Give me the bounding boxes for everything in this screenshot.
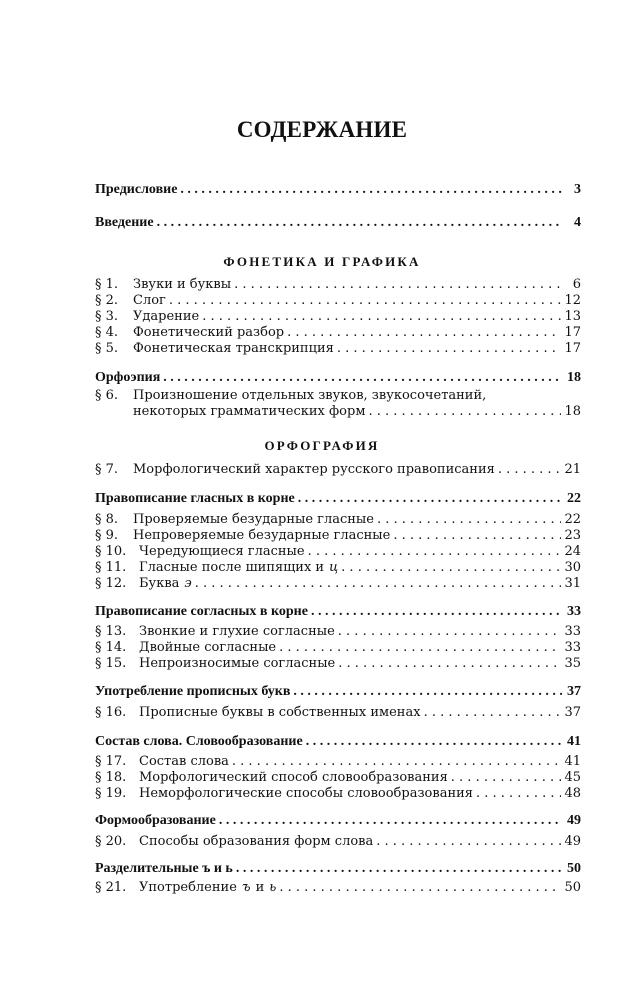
toc-entry-capitals[interactable] bbox=[95, 684, 581, 700]
toc-entry-page: 50 bbox=[567, 861, 581, 876]
toc-entry[interactable] bbox=[95, 624, 581, 640]
toc-entry-label: Чередующиеся гласные bbox=[139, 544, 305, 559]
dot-leader bbox=[368, 404, 561, 420]
paragraph-number: § 10. bbox=[95, 544, 127, 559]
toc-entry-label: Правописание гласных в корне bbox=[95, 491, 295, 506]
toc-entry-intro[interactable] bbox=[95, 215, 581, 231]
toc-entry-page: 49 bbox=[564, 834, 581, 849]
toc-entry-label: Правописание согласных в корне bbox=[95, 604, 308, 619]
toc-entry[interactable] bbox=[95, 528, 581, 544]
paragraph-number: § 13. bbox=[95, 624, 127, 639]
toc-entry-page: 3 bbox=[574, 182, 581, 197]
dot-leader bbox=[232, 754, 562, 770]
paragraph-number: § 3. bbox=[95, 309, 119, 324]
dot-leader bbox=[293, 684, 562, 700]
dot-leader bbox=[180, 182, 562, 198]
toc-entry-page: 4 bbox=[574, 215, 581, 230]
toc-entry-p20[interactable] bbox=[95, 834, 581, 850]
page-title: СОДЕРЖАНИЕ bbox=[236, 117, 408, 142]
toc-entry[interactable] bbox=[95, 512, 581, 528]
toc-entry-label: Фонетическая транскрипция bbox=[133, 341, 334, 356]
toc-entry-preface[interactable] bbox=[95, 182, 581, 198]
toc-entry-page: 6 bbox=[572, 277, 581, 292]
dot-leader bbox=[338, 656, 561, 672]
toc-entry-page: 41 bbox=[564, 754, 581, 769]
toc-entry[interactable] bbox=[95, 544, 581, 560]
toc-entry-vowels[interactable] bbox=[95, 491, 581, 507]
toc-entry-label: Проверяемые безударные гласные bbox=[133, 512, 374, 527]
paragraph-number: § 6. bbox=[95, 388, 119, 403]
toc-entry[interactable] bbox=[95, 576, 581, 592]
toc-entry-label: Орфоэпия bbox=[95, 370, 161, 385]
toc-entry-label: Прописные буквы в собственных именах bbox=[139, 705, 421, 720]
toc-entry-page: 48 bbox=[564, 786, 581, 801]
toc-entry-label: Непроверяемые безударные гласные bbox=[133, 528, 391, 543]
toc-entry-wordstruct[interactable] bbox=[95, 734, 581, 750]
paragraph-number: § 9. bbox=[95, 528, 119, 543]
toc-entry-page: 37 bbox=[567, 684, 581, 699]
toc-entry-label: Буква bbox=[139, 576, 180, 591]
toc-entry-page: 33 bbox=[564, 640, 581, 655]
toc-entry-page: 17 bbox=[564, 325, 581, 340]
dot-leader bbox=[298, 491, 562, 507]
paragraph-number: § 11. bbox=[95, 560, 127, 575]
toc-entry-label: Предисловие bbox=[95, 182, 178, 197]
letter-literal: ц bbox=[329, 560, 339, 575]
toc-entry-label: Звуки и буквы bbox=[133, 277, 232, 292]
toc-entry-label: Двойные согласные bbox=[139, 640, 277, 655]
toc-entry-page: 18 bbox=[564, 404, 581, 419]
toc-entry-page: 12 bbox=[564, 293, 581, 308]
section-heading-orthography: ОРФОГРАФИЯ bbox=[264, 438, 380, 453]
toc-entry-label: Гласные после шипящих и bbox=[139, 560, 325, 575]
letter-literal: э bbox=[184, 576, 192, 591]
dot-leader bbox=[338, 624, 562, 640]
paragraph-number: § 5. bbox=[95, 341, 119, 356]
dot-leader bbox=[377, 512, 561, 528]
toc-entry-label: Фонетический разбор bbox=[133, 325, 285, 340]
paragraph-number: § 15. bbox=[95, 656, 127, 671]
paragraph-number: § 2. bbox=[95, 293, 119, 308]
dot-leader bbox=[376, 834, 561, 850]
toc-entry-p21[interactable] bbox=[95, 880, 581, 896]
toc-entry-label: Непроизносимые согласные bbox=[139, 656, 336, 671]
paragraph-number: § 1. bbox=[95, 277, 119, 292]
toc-entry-label: Слог bbox=[133, 293, 166, 308]
toc-entry-label: Морфологический характер русского правописания bbox=[133, 462, 495, 477]
dot-leader bbox=[234, 277, 562, 293]
letter-literal: ь bbox=[269, 880, 277, 895]
dot-leader bbox=[498, 462, 562, 478]
toc-entry-label: Разделительные ъ и ь bbox=[95, 861, 233, 876]
toc-entry[interactable] bbox=[95, 770, 581, 786]
toc-entry[interactable] bbox=[95, 277, 581, 293]
toc-entry[interactable] bbox=[95, 309, 581, 325]
paragraph-number: § 18. bbox=[95, 770, 127, 785]
dot-leader bbox=[311, 604, 562, 620]
paragraph-number: § 20. bbox=[95, 834, 127, 849]
toc-entry-page: 33 bbox=[564, 624, 581, 639]
toc-entry[interactable] bbox=[95, 640, 581, 656]
paragraph-number: § 17. bbox=[95, 754, 127, 769]
paragraph-number: § 16. bbox=[95, 705, 127, 720]
toc-entry-label: Морфологический способ словообразования bbox=[139, 770, 448, 785]
toc-entry-orthoepy[interactable] bbox=[95, 370, 581, 386]
toc-entry-page: 13 bbox=[564, 309, 581, 324]
toc-entry[interactable] bbox=[95, 293, 581, 309]
toc-entry-page: 21 bbox=[564, 462, 581, 477]
dot-leader bbox=[169, 293, 562, 309]
dot-leader bbox=[424, 705, 562, 721]
dot-leader bbox=[287, 325, 561, 341]
toc-entry-label: Неморфологические способы словообразования bbox=[139, 786, 473, 801]
toc-entry-line2 bbox=[133, 404, 581, 420]
toc-entry-page: 24 bbox=[564, 544, 581, 559]
toc-entry-formation[interactable] bbox=[95, 813, 581, 829]
paragraph-number: § 14. bbox=[95, 640, 127, 655]
toc-entry-consonants[interactable] bbox=[95, 604, 581, 620]
toc-entry-page: 49 bbox=[567, 813, 581, 828]
dot-leader bbox=[337, 341, 562, 357]
paragraph-number: § 7. bbox=[95, 462, 119, 477]
dot-leader bbox=[476, 786, 561, 802]
toc-entry[interactable] bbox=[95, 560, 581, 576]
toc-entry-label-mid: и bbox=[255, 880, 265, 895]
toc-entry-label: Введение bbox=[95, 215, 154, 230]
paragraph-number: § 4. bbox=[95, 325, 119, 340]
toc-entry-label: Употребление bbox=[139, 880, 237, 895]
dot-leader bbox=[202, 309, 561, 325]
section-heading-phonetics: ФОНЕТИКА И ГРАФИКА bbox=[223, 254, 421, 269]
paragraph-number: § 21. bbox=[95, 880, 127, 895]
toc-entry[interactable] bbox=[95, 341, 581, 357]
toc-entry-page: 23 bbox=[564, 528, 581, 543]
toc-entry-label: Употребление прописных букв bbox=[95, 684, 291, 699]
toc-entry-label-line1: Произношение отдельных звуков, звукосочетаний, bbox=[133, 388, 487, 403]
toc-entry-page: 35 bbox=[564, 656, 581, 671]
toc-entry-p7[interactable] bbox=[95, 462, 581, 478]
toc-entry-page: 30 bbox=[564, 560, 581, 575]
toc-entry[interactable] bbox=[95, 754, 581, 770]
toc-entry-page: 18 bbox=[567, 370, 581, 385]
dot-leader bbox=[236, 861, 562, 877]
toc-entry-page: 37 bbox=[564, 705, 581, 720]
toc-entry-page: 41 bbox=[567, 734, 581, 749]
dot-leader bbox=[279, 880, 561, 896]
toc-entry-page: 17 bbox=[564, 341, 581, 356]
toc-entry-label-line2: некоторых грамматических форм bbox=[133, 404, 366, 419]
paragraph-number: § 12. bbox=[95, 576, 127, 591]
dot-leader bbox=[163, 370, 562, 386]
toc-entry-page: 22 bbox=[564, 512, 581, 527]
paragraph-number: § 8. bbox=[95, 512, 119, 527]
toc-entry-page: 22 bbox=[567, 491, 581, 506]
toc-entry-label: Звонкие и глухие согласные bbox=[139, 624, 335, 639]
toc-entry[interactable] bbox=[95, 325, 581, 341]
dot-leader bbox=[341, 560, 561, 576]
dot-leader bbox=[308, 544, 562, 560]
letter-literal: ъ bbox=[241, 880, 251, 895]
dot-leader bbox=[195, 576, 562, 592]
toc-entry-page: 33 bbox=[567, 604, 581, 619]
toc-entry-p6[interactable] bbox=[95, 388, 581, 420]
toc-entry-page: 31 bbox=[564, 576, 581, 591]
toc-entry-page: 50 bbox=[564, 880, 581, 895]
toc-entry-label: Формообразование bbox=[95, 813, 216, 828]
toc-entry-label: Состав слова bbox=[139, 754, 229, 769]
toc-entry[interactable] bbox=[95, 656, 581, 672]
dot-leader bbox=[219, 813, 562, 829]
dot-leader bbox=[157, 215, 562, 231]
toc-entry-label: Состав слова. Словообразование bbox=[95, 734, 303, 749]
dot-leader bbox=[279, 640, 561, 656]
toc-entry-label: Способы образования форм слова bbox=[139, 834, 374, 849]
toc-entry-p16[interactable] bbox=[95, 705, 581, 721]
toc-entry-page: 45 bbox=[564, 770, 581, 785]
toc-entry[interactable] bbox=[95, 786, 581, 802]
dot-leader bbox=[451, 770, 562, 786]
paragraph-number: § 19. bbox=[95, 786, 127, 801]
toc-entry-label: Ударение bbox=[133, 309, 200, 324]
dot-leader bbox=[306, 734, 562, 750]
toc-entry-separators[interactable] bbox=[95, 861, 581, 877]
dot-leader bbox=[393, 528, 561, 544]
